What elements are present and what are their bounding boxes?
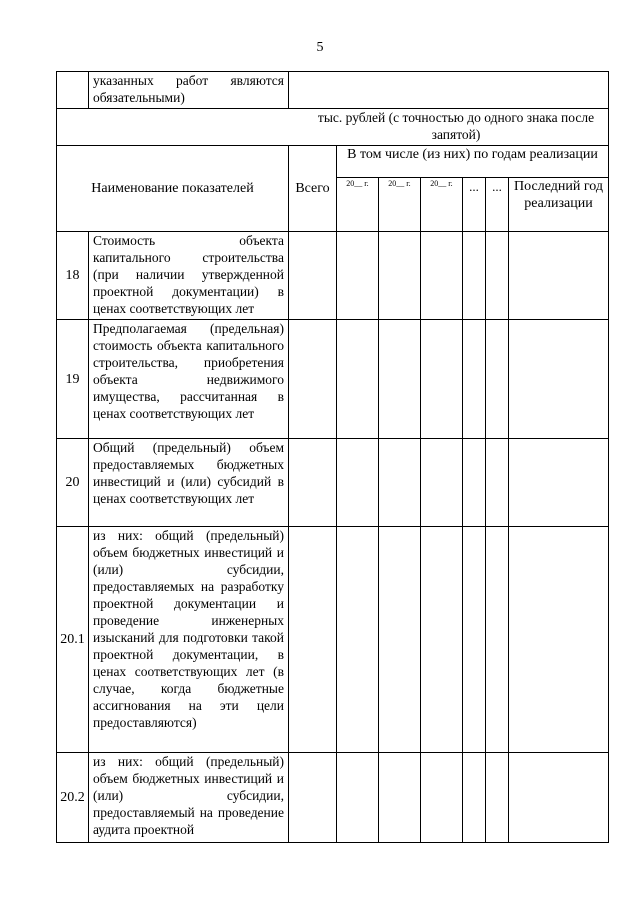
units-row xyxy=(57,109,609,146)
header-year-2: 20__ г. xyxy=(379,178,421,232)
header-total: Всего xyxy=(289,146,337,232)
table-row xyxy=(57,232,609,320)
row-number: 18 xyxy=(57,232,89,320)
table-row xyxy=(57,320,609,439)
header-dots-1: ... xyxy=(463,178,486,232)
header-year-1: 20__ г. xyxy=(337,178,379,232)
row-indicator: Предполагаемая (предельная) стоимость объекта капитального строительства, приобретения объекта недвижимого имущества, рассчитанная в ценах соответствующих лет xyxy=(89,320,289,439)
header-year-3: 20__ г. xyxy=(421,178,463,232)
header-years-group: В том числе (из них) по годам реализации xyxy=(337,146,609,178)
table-row xyxy=(57,439,609,527)
header-last-year: Последний год реализации xyxy=(509,178,609,232)
header-row xyxy=(57,146,609,178)
header-dots-2: ... xyxy=(486,178,509,232)
row-indicator: Стоимость объекта капитального строительства (при наличии утвержденной проектной документации) в ценах соответствующих лет xyxy=(89,232,289,320)
indicators-table xyxy=(56,71,609,843)
table-row xyxy=(57,72,609,109)
row-number: 20.1 xyxy=(57,527,89,753)
units-note: тыс. рублей (с точностью до одного знака после запятой) xyxy=(57,109,609,146)
row-number: 19 xyxy=(57,320,89,439)
top-row-text: указанных работ являются обязательными) xyxy=(89,72,289,109)
row-indicator: из них: общий (предельный) объем бюджетных инвестиций и (или) субсидии, предоставляемых на разработку проектной документации и проведение инженерных изысканий для подготовки такой проектной документации, в ценах соответствующих лет (в случае, когда бюджетные ассигнования на эти цели предоставляются) xyxy=(89,527,289,753)
header-name: Наименование показателей xyxy=(57,146,289,232)
table-row xyxy=(57,527,609,753)
cell-empty xyxy=(57,72,89,109)
row-indicator: из них: общий (предельный) объем бюджетных инвестиций и (или) субсидии, предоставляемый на проведение аудита проектной xyxy=(89,753,289,843)
row-number: 20 xyxy=(57,439,89,527)
cell-empty xyxy=(289,72,609,109)
row-number: 20.2 xyxy=(57,753,89,843)
page-number: 5 xyxy=(316,40,324,55)
row-indicator: Общий (предельный) объем предоставляемых бюджетных инвестиций и (или) субсидий в ценах соответствующих лет xyxy=(89,439,289,527)
table-row xyxy=(57,753,609,843)
